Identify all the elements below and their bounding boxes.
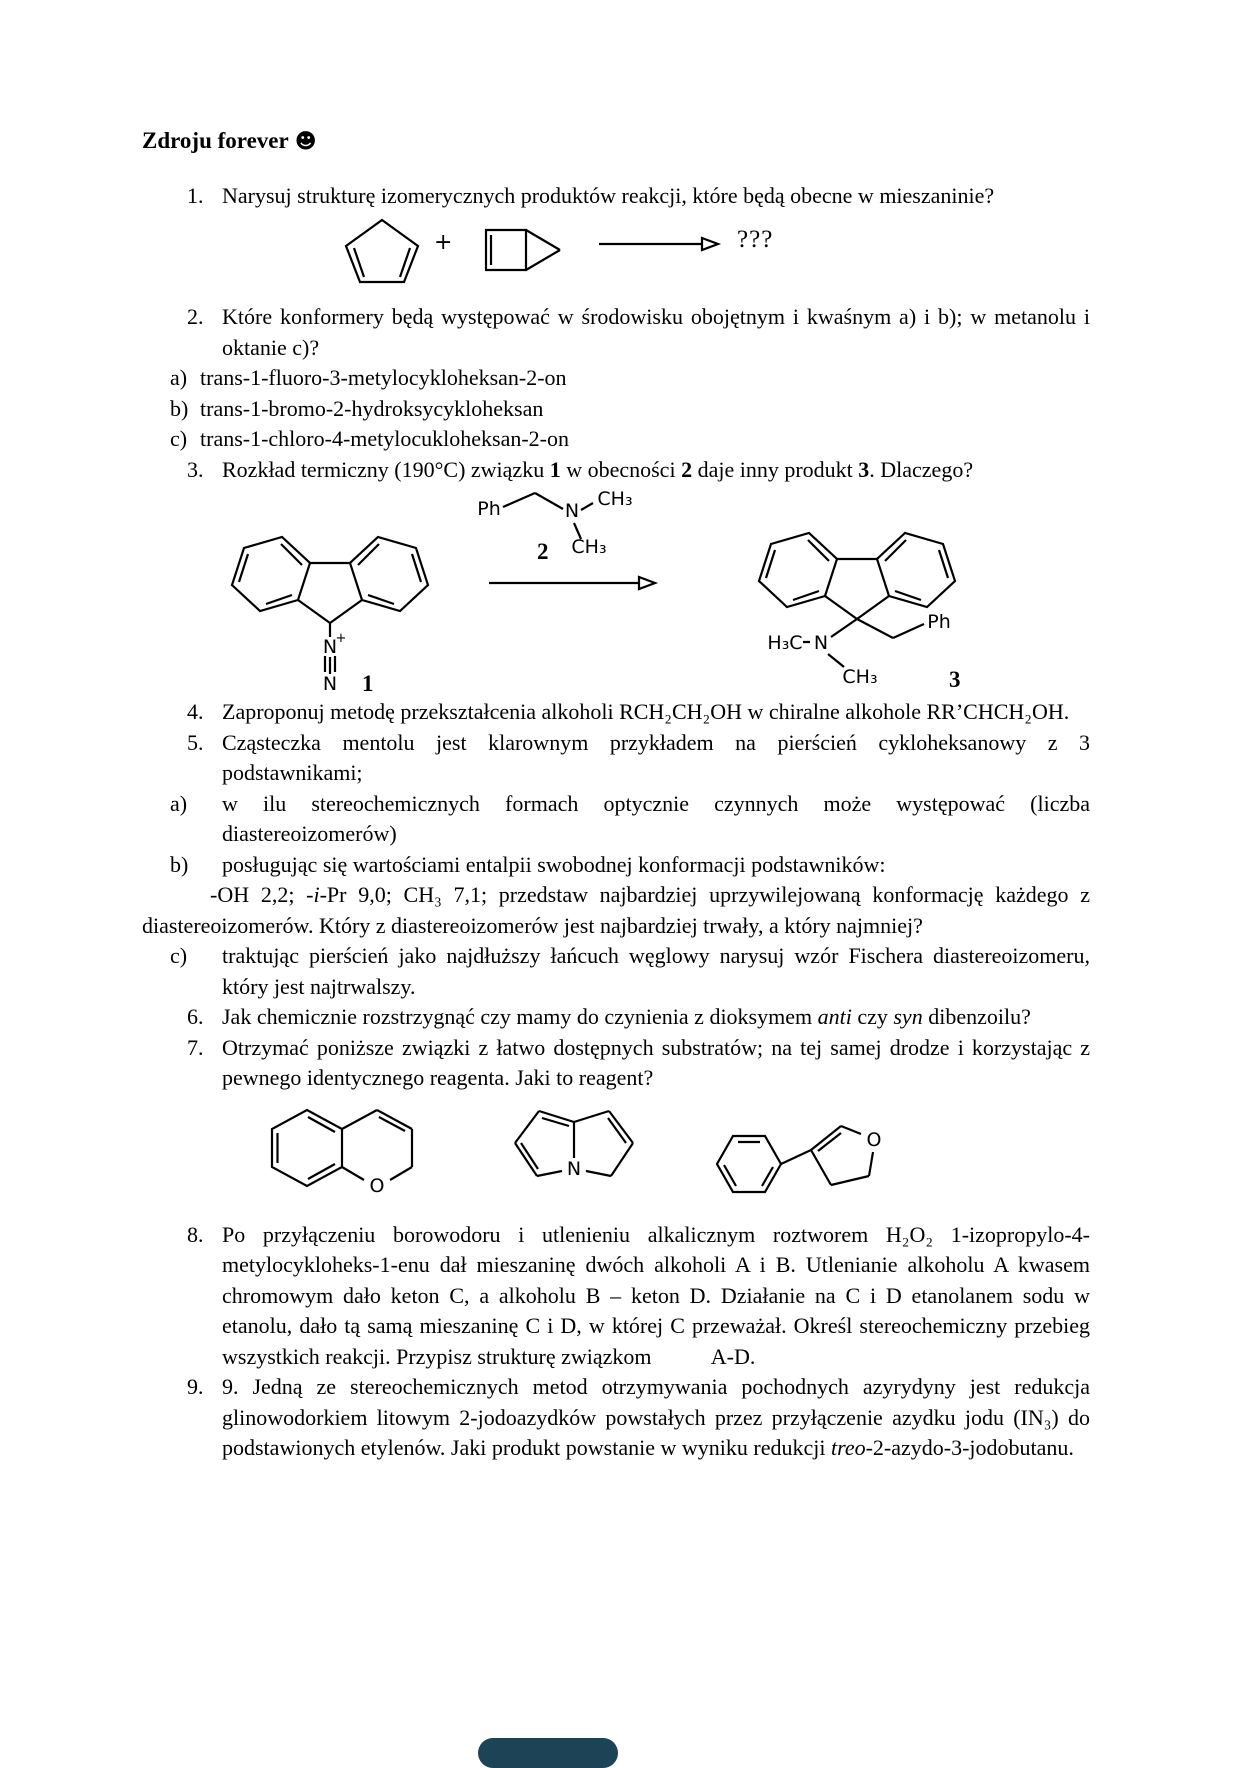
question-9-number: 9. [187, 1374, 204, 1399]
atom-label-o: O [866, 1128, 882, 1151]
question-9-text: 9. Jedną ze stereochemicznych metod otrzymywania pochodnych azyrydyny jest redukcja glinowodorkiem litowym 2-jodoazydków powstałych przez przyłączenie azydku jodu (IN₃) do podstawionych etylenów. Jaki produkt powstanie w wyniku redukcji treo-2-azydo-3-jodobutanu. [222, 1374, 1090, 1460]
bond-skeleton [503, 493, 593, 539]
question-5b-marker: b) [170, 851, 189, 877]
question-7 [142, 1033, 1090, 1094]
page-title-text: Zdroju forever [142, 128, 289, 153]
charge-plus: + [335, 631, 347, 646]
group-label-ch3: CH₃ [842, 666, 878, 688]
question-5a [142, 789, 1090, 850]
plus-sign: + [434, 230, 453, 255]
italic-i-pr: i [313, 882, 320, 907]
question-4-text: Zaproponuj metodę przekształcenia alkoholi RCH₂CH₂OH w chiralne alkohole RR’CHCH₂OH. [222, 699, 1070, 724]
smiley-icon: ☻ [294, 129, 317, 153]
reaction-arrow [597, 236, 722, 252]
question-2a-text: trans-1-fluoro-3-metylocykloheksan-2-on [200, 365, 567, 390]
question-1-number: 1. [187, 182, 204, 208]
question-5c-marker: c) [170, 943, 188, 968]
group-label-ph: Ph [927, 611, 951, 633]
label-compound-1: 1 [362, 671, 374, 696]
bond-skeleton [717, 1126, 873, 1192]
italic-anti: anti [817, 1004, 852, 1029]
question-2-text: Które konformery będą występować w środowisku obojętnym i kwaśnym a) i b); w metanolu i oktanie c)? [222, 304, 1090, 360]
footer-watermark[interactable] [478, 1738, 618, 1768]
molecule-pyrrolizine [507, 1106, 642, 1201]
atom-label-n: N [813, 632, 829, 654]
molecule-chromene [260, 1104, 435, 1204]
question-6-number: 6. [187, 1004, 204, 1029]
question-3-number: 3. [187, 456, 204, 482]
question-2b-marker: b) [170, 395, 189, 421]
question-5 [142, 728, 1090, 789]
question-2c [142, 424, 1090, 455]
reaction-product-unknown: ??? [737, 226, 774, 253]
question-5a-text: w ilu stereochemicznych formach optycznie czynnych może występować (liczba diastereoizomerów) [222, 790, 1090, 846]
molecule-9-diazofluorene [210, 501, 455, 696]
question-5c [142, 941, 1090, 1002]
label-compound-3: 3 [949, 667, 961, 692]
question-5b [142, 850, 1090, 881]
molecule-phenyl-dihydrofuran [707, 1106, 902, 1206]
question-5a-marker: a) [170, 790, 188, 816]
italic-syn: syn [893, 1004, 923, 1029]
question-1 [142, 181, 1090, 212]
question-5c-text: traktując pierścień jako najdłuższy łańcuch węglowy narysuj wzór Fischera diastereoizomeru, który jest najtrwalszy. [222, 943, 1090, 999]
question-2b [142, 394, 1090, 425]
compound-1-ref: 1 [549, 456, 561, 482]
group-label-ch3-top: CH₃ [597, 488, 633, 510]
figure-question-7-structures [142, 1098, 1090, 1218]
question-8-text: Po przyłączeniu borowodoru i utlenieniu alkalicznym roztworem H₂O₂ 1-izopropylo-4-metylocykloheks-1-enu dał mieszaninę dwóch alkoholi A i B. Utlenianie alkoholu A kwasem chromowym dało keton C, a alkoholu B – keton D. Działanie na C i D etanolanem sodu w etanolu, dało tą samą mieszaninę C i D, w której C przeważał. Określ stereochemiczny przebieg wszystkich reakcji. Przypisz strukturę związkom A-D. [222, 1221, 1090, 1369]
figure-question-3-reaction [142, 487, 1090, 697]
bond-skeleton [272, 1110, 412, 1186]
question-3 [142, 455, 1090, 486]
question-6-text: Jak chemicznie rozstrzygnąć czy mamy do czynienia z dioksymem anti czy syn dibenzoilu? [222, 1004, 1031, 1029]
question-5-number: 5. [187, 729, 204, 755]
reaction-arrow [487, 575, 662, 591]
question-2 [142, 302, 1090, 363]
molecule-compound-3-adduct [697, 497, 997, 695]
question-1-text: Narysuj strukturę izomerycznych produktów reakcji, które będą obecne w mieszaninie? [222, 182, 995, 208]
question-5b-continuation: -OH 2,2; -i-Pr 9,0; CH₃ 7,1; przedstaw najbardziej uprzywilejowaną konformację każdego z diastereoizomerów. Który z diastereoizomerów jest najbardziej trwały, a który najmniej? [142, 882, 1090, 938]
group-label-ph: Ph [477, 498, 501, 520]
atom-label-n: N [322, 673, 338, 695]
watermark-pill[interactable] [478, 1738, 618, 1768]
question-2a-marker: a) [170, 365, 188, 390]
question-2a [142, 363, 1090, 394]
figure-question-1-reaction [142, 214, 1090, 300]
question-4 [142, 697, 1090, 728]
atom-label-n: N [564, 500, 580, 522]
question-9 [142, 1372, 1090, 1464]
atom-label-n-plus: N [322, 636, 338, 658]
question-2c-marker: c) [170, 426, 188, 451]
atom-label-o: O [369, 1174, 385, 1197]
italic-treo: treo [830, 1435, 866, 1460]
question-6 [142, 1002, 1090, 1033]
page-title [142, 126, 1090, 157]
question-2c-text: trans-1-chloro-4-metylocukloheksan-2-on [200, 426, 569, 451]
molecule-benzyldimethylamine [477, 487, 672, 567]
molecule-bicyclopentene [480, 224, 568, 276]
atom-label-n: N [566, 1157, 582, 1180]
question-8 [142, 1220, 1090, 1373]
question-3-text: Rozkład termiczny (190°C) związku 1 w obecności 2 daje inny produkt 3. Dlaczego? [222, 456, 974, 482]
question-7-text: Otrzymać poniższe związki z łatwo dostępnych substratów; na tej samej drodze i korzystając z pewnego identycznego reagenta. Jaki to reagent? [222, 1034, 1090, 1090]
group-label-h3c: H₃C [767, 632, 803, 654]
group-label-ch3-bottom: CH₃ [571, 536, 607, 558]
question-2-number: 2. [187, 304, 204, 329]
compound-2-ref: 2 [681, 456, 693, 482]
question-2b-text: trans-1-bromo-2-hydroksycykloheksan [200, 395, 544, 421]
question-8-number: 8. [187, 1221, 204, 1247]
question-5b-text: posługując się wartościami entalpii swobodnej konformacji podstawników: [222, 851, 886, 877]
compound-3-ref: 3 [858, 456, 870, 482]
label-compound-2: 2 [537, 539, 549, 564]
question-5-text: Cząsteczka mentolu jest klarownym przykładem na pierścień cykloheksanowy z 3 podstawnikami; [222, 729, 1090, 785]
molecule-cyclopentadiene [342, 216, 422, 286]
question-7-number: 7. [187, 1034, 204, 1060]
question-4-number: 4. [187, 699, 204, 724]
